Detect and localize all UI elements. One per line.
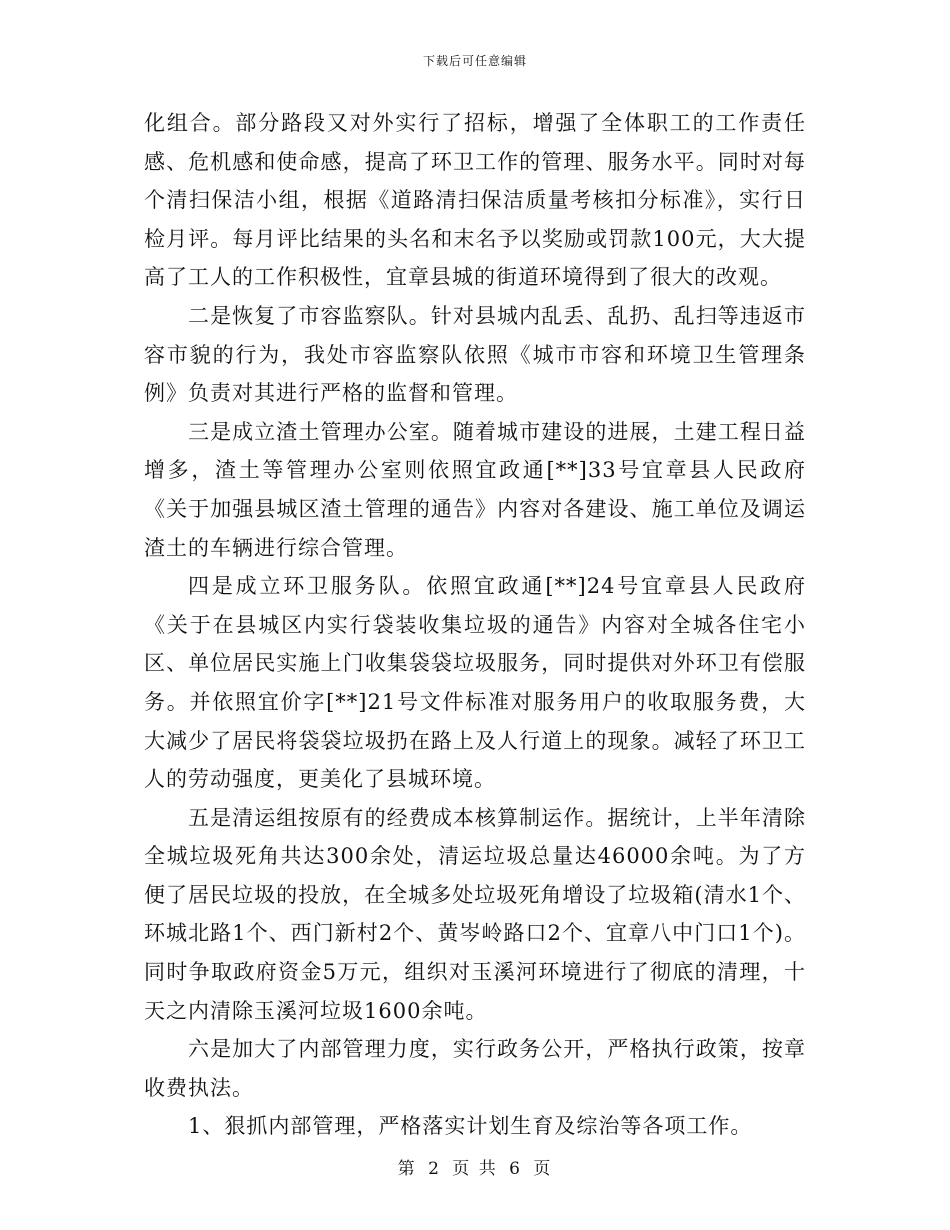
page-footer: [0, 1154, 950, 1179]
footer-prefix: 第: [397, 1159, 417, 1179]
paragraph-5: 五是清运组按原有的经费成本核算制运作。据统计，上半年清除全城垃圾死角共达300余处，清运垃圾总量达46000余吨。为了方便了居民垃圾的投放，在全城多处垃圾死角增设了垃圾箱(清水1个、环城北路1个、西门新村2个、黄岑岭路口2个、宜章八中门口1个)。同时争取政府资金5万元，组织对玉溪河环境进行了彻底的清理，十天之内清除玉溪河垃圾1600余吨。: [144, 805, 806, 1023]
paragraph-6: 六是加大了内部管理力度，实行政务公开，严格执行政策，按章收费执法。: [144, 1037, 806, 1100]
document-body: [144, 104, 806, 1146]
page-header: 下载后可任意编辑: [422, 54, 527, 68]
paragraph-1: 化组合。部分路段又对外实行了招标，增强了全体职工的工作责任感、危机感和使命感，提高了环卫工作的管理、服务水平。同时对每个清扫保洁小组，根据《道路清扫保洁质量考核扣分标准》，实行日检月评。每月评比结果的头名和末名予以奖励或罚款100元，大大提高了工人的工作积极性，宜章县城的街道环境得到了很大的改观。: [144, 111, 806, 290]
paragraph-4: 四是成立环卫服务队。依照宜政通[**]24号宜章县人民政府《关于在县城区内实行袋装收集垃圾的通告》内容对全城各住宅小区、单位居民实施上门收集袋袋垃圾服务，同时提供对外环卫有偿服务。并依照宜价字[**]21号文件标准对服务用户的收取服务费，大大减少了居民将袋袋垃圾扔在路上及人行道上的现象。减轻了环卫工人的劳动强度，更美化了县城环境。: [144, 574, 806, 792]
paragraph-3: 三是成立渣土管理办公室。随着城市建设的进展，土建工程日益增多，渣土等管理办公室则依照宜政通[**]33号宜章县人民政府《关于加强县城区渣土管理的通告》内容对各建设、施工单位及调运渣土的车辆进行综合管理。: [144, 419, 806, 560]
paragraph-7: 1、狠抓内部管理，严格落实计划生育及综治等各项工作。: [188, 1114, 753, 1139]
footer-page-number: 2: [428, 1159, 441, 1179]
paragraph-2: 二是恢复了市容监察队。针对县城内乱丢、乱扔、乱扫等违返市容市貌的行为，我处市容监察队依照《城市市容和环境卫生管理条例》负责对其进行严格的监督和管理。: [144, 303, 806, 406]
footer-suffix: 页: [533, 1159, 553, 1179]
footer-middle: 页 共: [452, 1159, 498, 1179]
footer-total-pages: 6: [509, 1159, 522, 1179]
